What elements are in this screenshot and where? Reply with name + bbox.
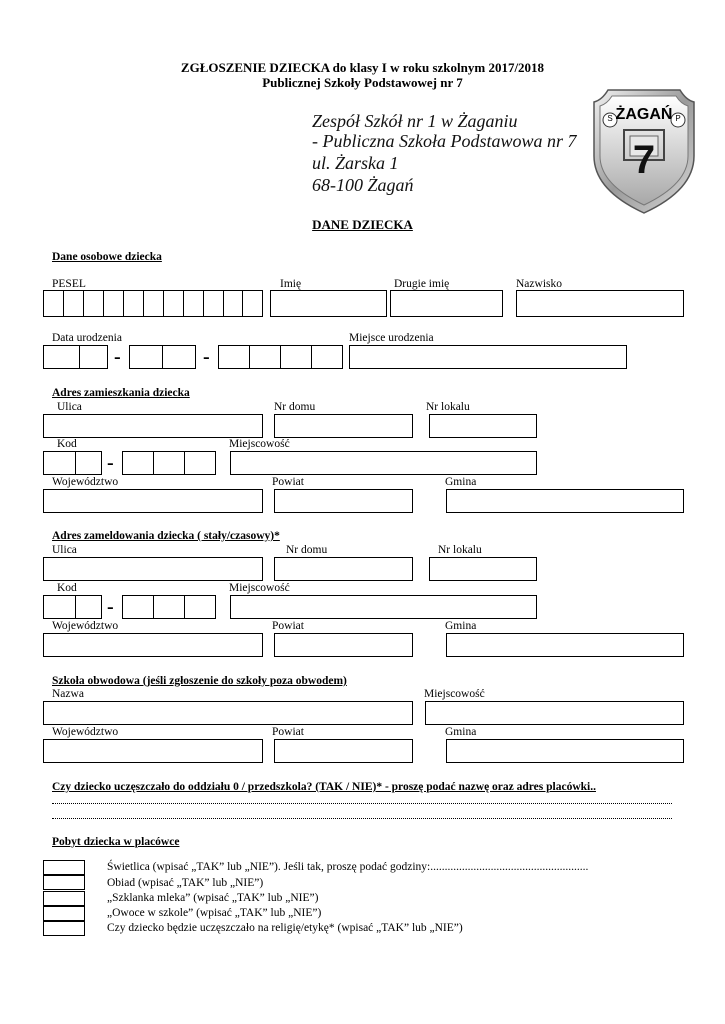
form-title-line2: Publicznej Szkoły Podstawowej nr 7 — [262, 75, 463, 90]
birth-month-digit[interactable] — [129, 345, 163, 369]
residence-county-input[interactable] — [274, 489, 413, 513]
residence-house-label: Nr domu — [274, 401, 316, 413]
birth-place-input[interactable] — [349, 345, 627, 369]
preschool-answer-line-2[interactable] — [52, 818, 672, 820]
registration-house-label: Nr domu — [286, 544, 328, 556]
school-address-line1: Zespół Szkół nr 1 w Żaganiu — [312, 111, 518, 131]
surname-label: Nazwisko — [516, 278, 562, 290]
second-name-input[interactable] — [390, 290, 503, 317]
registration-postal-digit[interactable] — [122, 595, 154, 619]
registration-flat-label: Nr lokalu — [438, 544, 482, 556]
registration-voivodeship-input[interactable] — [43, 633, 263, 657]
district-school-name-input[interactable] — [43, 701, 413, 725]
district-school-voivodeship-input[interactable] — [43, 739, 263, 763]
registration-commune-label: Gmina — [445, 620, 477, 632]
pesel-label: PESEL — [52, 278, 86, 290]
registration-county-label: Powiat — [272, 620, 304, 632]
residence-city-input[interactable] — [230, 451, 537, 475]
birth-day-digit[interactable] — [79, 345, 108, 369]
preschool-question: Czy dziecko uczęszczało do oddziału 0 / przedszkola? (TAK / NIE)* - proszę podać nazwę oraz adres placówki.. — [52, 781, 596, 793]
residence-commune-input[interactable] — [446, 489, 684, 513]
stay-item: Czy dziecko będzie uczęszczało na religię/etykę* (wpisać „TAK” lub „NIE”) — [107, 922, 463, 934]
district-school-commune-input[interactable] — [446, 739, 684, 763]
residence-commune-label: Gmina — [445, 476, 477, 488]
second-name-label: Drugie imię — [394, 278, 450, 290]
residence-postal-digit[interactable] — [122, 451, 154, 475]
registration-street-label: Ulica — [52, 544, 77, 556]
registration-street-input[interactable] — [43, 557, 263, 581]
registration-flat-input[interactable] — [429, 557, 537, 581]
district-school-name-label: Nazwa — [52, 688, 84, 700]
registration-voivodeship-label: Województwo — [52, 620, 119, 632]
registration-postal-digit[interactable] — [153, 595, 185, 619]
stay-answer-box[interactable] — [43, 891, 85, 906]
district-school-city-input[interactable] — [425, 701, 684, 725]
logo-city-text: ŻAGAŃ — [615, 106, 673, 123]
district-school-commune-label: Gmina — [445, 726, 477, 738]
registration-postal-digit[interactable] — [75, 595, 102, 619]
pesel-digit[interactable] — [223, 290, 244, 317]
pesel-input[interactable] — [43, 290, 263, 317]
residence-street-input[interactable] — [43, 414, 263, 438]
birth-day-digit[interactable] — [43, 345, 80, 369]
stay-answer-box[interactable] — [43, 906, 85, 921]
registration-postal-label: Kod — [57, 582, 77, 594]
preschool-answer-line-1[interactable] — [52, 803, 672, 805]
birth-month-digit[interactable] — [162, 345, 196, 369]
birth-date-label: Data urodzenia — [52, 332, 122, 344]
stay-answer-box[interactable] — [43, 921, 85, 936]
registration-county-input[interactable] — [274, 633, 413, 657]
pesel-digit[interactable] — [123, 290, 144, 317]
residence-flat-label: Nr lokalu — [426, 401, 470, 413]
residence-voivodeship-label: Województwo — [52, 476, 119, 488]
registration-heading: Adres zameldowania dziecka ( stały/czasowy)* — [52, 530, 280, 542]
first-name-input[interactable] — [270, 290, 387, 317]
stay-item: „Szklanka mleka” (wpisać „TAK” lub „NIE”) — [107, 892, 319, 904]
pesel-digit[interactable] — [43, 290, 64, 317]
pesel-digit[interactable] — [163, 290, 184, 317]
personal-heading: Dane osobowe dziecka — [52, 251, 162, 263]
residence-city-label: Miejscowość — [229, 438, 290, 450]
stay-answer-box[interactable] — [43, 875, 85, 890]
school-logo — [590, 86, 698, 216]
pesel-digit[interactable] — [242, 290, 263, 317]
surname-input[interactable] — [516, 290, 684, 317]
pesel-digit[interactable] — [203, 290, 224, 317]
first-name-label: Imię — [280, 278, 302, 290]
residence-postal-digit[interactable] — [153, 451, 185, 475]
district-school-voivodeship-label: Województwo — [52, 726, 119, 738]
residence-heading: Adres zamieszkania dziecka — [52, 387, 190, 399]
registration-postal-digit[interactable] — [43, 595, 76, 619]
district-school-city-label: Miejscowość — [424, 688, 485, 700]
residence-postal-digit[interactable] — [43, 451, 76, 475]
birth-year-digit[interactable] — [280, 345, 312, 369]
pesel-digit[interactable] — [63, 290, 84, 317]
pesel-digit[interactable] — [83, 290, 104, 317]
residence-street-label: Ulica — [57, 401, 82, 413]
registration-house-input[interactable] — [274, 557, 413, 581]
district-school-county-label: Powiat — [272, 726, 304, 738]
district-school-county-input[interactable] — [274, 739, 413, 763]
form-title-line1: ZGŁOSZENIE DZIECKA do klasy I w roku szkolnym 2017/2018 — [180, 60, 545, 75]
pesel-digit[interactable] — [183, 290, 204, 317]
residence-postal-label: Kod — [57, 438, 77, 450]
section-title: DANE DZIECKA — [312, 217, 413, 232]
birth-place-label: Miejsce urodzenia — [349, 332, 434, 344]
district-school-heading: Szkoła obwodowa (jeśli zgłoszenie do szkoły poza obwodem) — [52, 675, 347, 687]
registration-commune-input[interactable] — [446, 633, 684, 657]
school-address-line2: - Publiczna Szkoła Podstawowa nr 7 — [312, 131, 577, 151]
school-address-line4: 68-100 Żagań — [312, 175, 414, 195]
stay-item: „Owoce w szkole” (wpisać „TAK” lub „NIE”) — [107, 907, 322, 919]
residence-house-input[interactable] — [274, 414, 413, 438]
birth-year-digit[interactable] — [249, 345, 281, 369]
school-address-line3: ul. Żarska 1 — [312, 153, 399, 173]
pesel-digit[interactable] — [143, 290, 164, 317]
logo-number: 7 — [632, 138, 656, 182]
residence-postal-digit[interactable] — [75, 451, 102, 475]
residence-voivodeship-input[interactable] — [43, 489, 263, 513]
logo-letter-p: P — [675, 114, 681, 123]
residence-county-label: Powiat — [272, 476, 304, 488]
birth-year-digit[interactable] — [311, 345, 343, 369]
registration-city-input[interactable] — [230, 595, 537, 619]
residence-flat-input[interactable] — [429, 414, 537, 438]
stay-item: Obiad (wpisać „TAK” lub „NIE”) — [107, 877, 264, 889]
stay-item: Świetlica (wpisać „TAK” lub „NIE”). Jeśli tak, proszę podać godziny:....................................................... — [107, 861, 589, 873]
stay-answer-box[interactable] — [43, 860, 85, 875]
pesel-digit[interactable] — [103, 290, 124, 317]
residence-postal-digit[interactable] — [184, 451, 216, 475]
stay-heading: Pobyt dziecka w placówce — [52, 836, 180, 848]
registration-postal-digit[interactable] — [184, 595, 216, 619]
logo-letter-s: S — [607, 114, 613, 123]
registration-city-label: Miejscowość — [229, 582, 290, 594]
birth-year-digit[interactable] — [218, 345, 250, 369]
